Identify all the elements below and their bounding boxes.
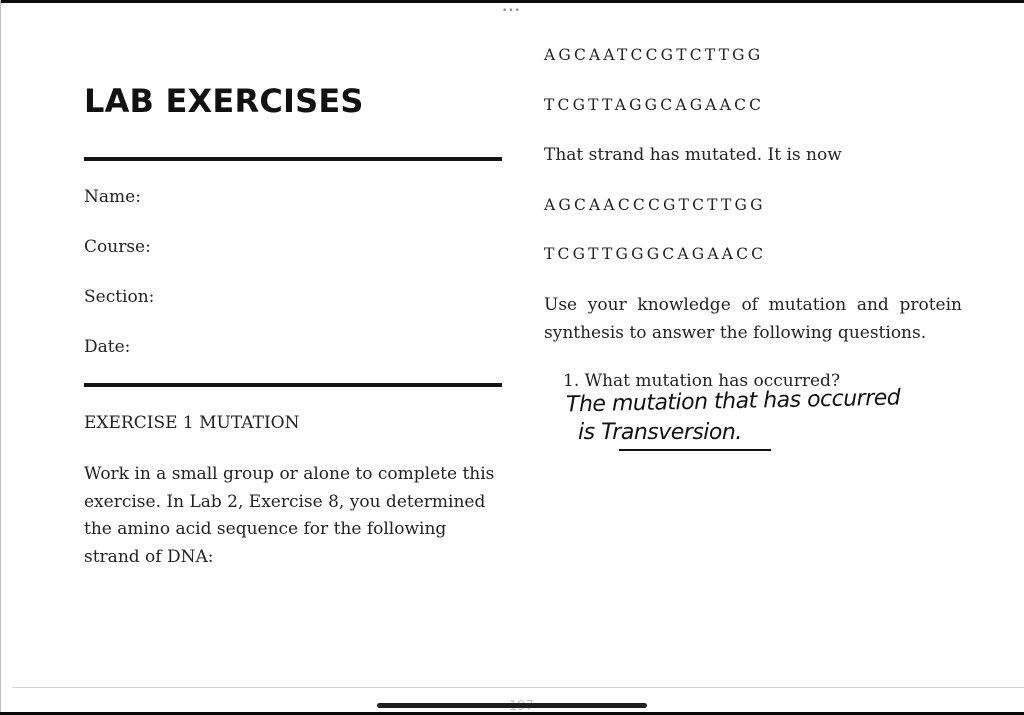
question-1: 1. What mutation has occurred? — [563, 371, 841, 391]
course-field-label: Course: — [84, 237, 151, 257]
date-field-label: Date: — [84, 337, 131, 357]
home-indicator-bar[interactable] — [377, 703, 647, 708]
mutated-sequence-strand-1: AGCAACCCGTCTTGG — [544, 196, 766, 214]
name-field-label: Name: — [84, 187, 141, 207]
original-sequence-strand-1: AGCAATCCGTCTTGG — [544, 46, 764, 64]
more-options-icon[interactable]: ••• — [502, 6, 521, 16]
handwritten-answer-line-2: is Transversion. — [578, 420, 742, 445]
handwritten-underline — [619, 449, 771, 451]
exercise-paragraph: Work in a small group or alone to complete this exercise. In Lab 2, Exercise 8, you determined the amino acid sequence for the following strand of DNA: — [84, 464, 495, 567]
mutated-intro-text: That strand has mutated. It is now — [544, 145, 842, 165]
mutated-sequence-strand-2: TCGTTGGGCAGAACC — [544, 245, 767, 263]
handwritten-answer-line-1: The mutation that has occurred — [565, 385, 901, 418]
divider-top — [84, 157, 502, 161]
section-field-label: Section: — [84, 287, 155, 307]
page-heading: LAB EXERCISES — [84, 82, 364, 120]
instructions-paragraph: Use your knowledge of mutation and protein synthesis to answer the following questions. — [544, 295, 962, 343]
original-sequence-strand-2: TCGTTAGGCAGAACC — [544, 96, 765, 114]
footer-divider — [12, 687, 1024, 688]
top-frame — [0, 0, 1024, 3]
divider-bottom — [84, 383, 502, 387]
left-frame — [0, 0, 1, 715]
exercise-title: EXERCISE 1 MUTATION — [84, 413, 300, 433]
